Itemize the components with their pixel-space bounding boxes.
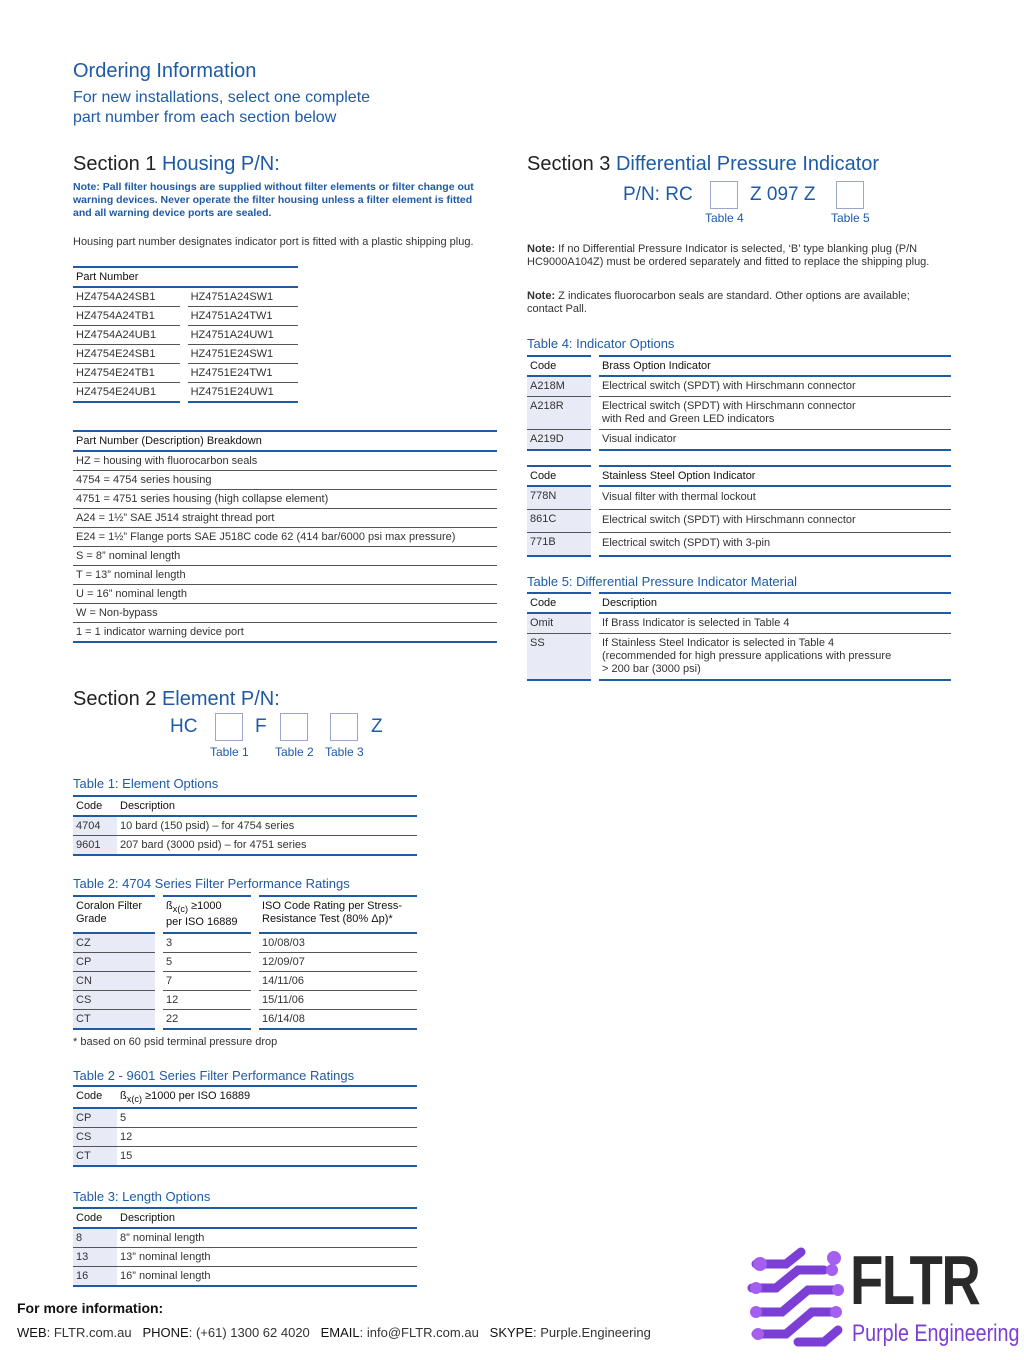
- indicator-pn-label-table4: Table 4: [705, 211, 744, 225]
- indicator-pn-label-table5: Table 5: [831, 211, 870, 225]
- length-description: 16” nominal length: [117, 1267, 417, 1287]
- material-code: SS: [527, 634, 591, 681]
- table4-ss-header-code: Code: [527, 466, 591, 486]
- filter-grade: CP: [73, 1108, 117, 1128]
- table-row: [73, 326, 298, 345]
- table-row: [73, 1147, 417, 1167]
- table3-title: Table 3: Length Options: [73, 1189, 211, 1204]
- table-row: [73, 471, 497, 490]
- indicator-pn-box-table5[interactable]: [836, 181, 864, 209]
- part-number-4751: HZ4751E24TW1: [188, 364, 298, 383]
- brass-indicator-description: Visual indicator: [599, 430, 951, 451]
- element-pn-label-table3: Table 3: [325, 745, 364, 759]
- breakdown-item: E24 = 1½” Flange ports SAE J518C code 62 (414 bar/6000 psi max pressure): [73, 528, 497, 547]
- iso-code-rating: 15/11/06: [259, 991, 417, 1010]
- brass-indicator-code: A218M: [527, 376, 591, 397]
- part-number-4754: HZ4754A24UB1: [73, 326, 180, 345]
- beta-rating: 5: [117, 1108, 417, 1128]
- brass-indicator-code: A218R: [527, 397, 591, 430]
- iso-code-rating: 16/14/08: [259, 1010, 417, 1030]
- filter-grade: CT: [73, 1010, 155, 1030]
- section3-label: Section 3: [527, 153, 611, 175]
- footer-web-label: WEB: [17, 1325, 47, 1340]
- element-description: 207 bard (3000 psid) – for 4751 series: [117, 836, 417, 856]
- ss-indicator-code: 778N: [527, 486, 591, 510]
- part-number-4751: HZ4751A24UW1: [188, 326, 298, 345]
- table3-header-description: Description: [117, 1208, 417, 1228]
- table2a-footnote: * based on 60 psid terminal pressure drop: [73, 1036, 278, 1048]
- table1-title: Table 1: Element Options: [73, 776, 219, 791]
- table2a-header-grade-line1: Coralon Filter: [76, 900, 143, 912]
- section3-heading: [527, 153, 879, 176]
- table-row: [73, 991, 417, 1010]
- material-description: If Stainless Steel Indicator is selected in Table 4 (recommended for high pressure applications with pressure > 200 bar (3000 psi): [599, 634, 951, 681]
- table-row: [527, 613, 951, 634]
- table2b-title: Table 2 - 9601 Series Filter Performance Ratings: [73, 1068, 355, 1083]
- table-row: [73, 953, 417, 972]
- filter-grade: CP: [73, 953, 155, 972]
- table-row: [73, 490, 497, 509]
- length-description: 13” nominal length: [117, 1248, 417, 1267]
- section2-label: Section 2: [73, 688, 157, 710]
- section3-note2-label: Note:: [527, 290, 556, 302]
- indicator-pn-middle: Z 097 Z: [750, 184, 816, 205]
- iso-code-rating: 10/08/03: [259, 933, 417, 953]
- table2a-header-beta: [163, 896, 251, 933]
- footer-contact-line: [17, 1325, 651, 1340]
- iso-code-rating: 14/11/06: [259, 972, 417, 991]
- table-row: [73, 566, 497, 585]
- length-code: 13: [73, 1248, 117, 1267]
- table2a-header-grade-line2: Grade: [76, 913, 107, 925]
- table-row: [73, 1108, 417, 1128]
- ss-indicator-code: 861C: [527, 510, 591, 533]
- table-row: [73, 585, 497, 604]
- breakdown-item: HZ = housing with fluorocarbon seals: [73, 451, 497, 471]
- brass-indicator-code: A219D: [527, 430, 591, 451]
- table3: [73, 1207, 417, 1287]
- table5-header-code: Code: [527, 593, 591, 613]
- table-row: [73, 1010, 417, 1030]
- indicator-pn-box-table4[interactable]: [710, 181, 738, 209]
- table2a: [73, 895, 417, 1030]
- table5-title: Table 5: Differential Pressure Indicator Material: [527, 574, 797, 589]
- table-row: [527, 376, 951, 397]
- table2b-beta-sub: x(c): [126, 1094, 142, 1105]
- table5: [527, 592, 951, 681]
- table-row: [527, 533, 951, 557]
- part-number-4754: HZ4754E24UB1: [73, 383, 180, 403]
- breakdown-item: W = Non-bypass: [73, 604, 497, 623]
- filter-grade: CZ: [73, 933, 155, 953]
- part-number-table: [73, 266, 298, 403]
- beta-rating: 3: [163, 933, 251, 953]
- table4-title: Table 4: Indicator Options: [527, 336, 675, 351]
- table2a-beta-sub: x(c): [172, 904, 188, 915]
- table-row: [527, 430, 951, 451]
- table2b-header-code: Code: [73, 1086, 117, 1108]
- table2a-beta-symbol: ß: [166, 900, 173, 912]
- part-number-header: Part Number: [73, 267, 298, 287]
- table4-stainless: [527, 465, 951, 557]
- section3-note2: [527, 290, 947, 316]
- fltr-logo-tagline: Purple Engineering: [852, 1320, 1020, 1347]
- fltr-logo-mark-icon: [746, 1244, 846, 1348]
- section1-label: Section 1: [73, 153, 157, 175]
- footer-email-link[interactable]: : info@FLTR.com.au: [359, 1325, 479, 1340]
- table-row: [73, 1267, 417, 1287]
- footer-skype[interactable]: : Purple.Engineering: [533, 1325, 651, 1340]
- table-row: [73, 528, 497, 547]
- page-subtitle-1: For new installations, select one complete: [73, 89, 371, 106]
- element-pn-box-table1[interactable]: [215, 713, 243, 741]
- table-row: [73, 1128, 417, 1147]
- table-row: [73, 451, 497, 471]
- table-row: [73, 972, 417, 991]
- ss-indicator-description: Electrical switch (SPDT) with 3-pin: [599, 533, 951, 557]
- ss-indicator-code: 771B: [527, 533, 591, 557]
- table2b-beta-value: ≥1000 per ISO 16889: [142, 1090, 251, 1102]
- ss-indicator-description: Visual filter with thermal lockout: [599, 486, 951, 510]
- section2-title: Element P/N:: [161, 688, 280, 710]
- fltr-logo: [746, 1241, 1020, 1354]
- length-code: 16: [73, 1267, 117, 1287]
- table2a-header-grade: [73, 896, 155, 933]
- page-subtitle-2: part number from each section below: [73, 109, 337, 126]
- section3-note1: [527, 243, 947, 269]
- table-row: [73, 1248, 417, 1267]
- beta-rating: 12: [117, 1128, 417, 1147]
- breakdown-table: [73, 430, 497, 643]
- breakdown-item: U = 16” nominal length: [73, 585, 497, 604]
- element-pn-box-table2[interactable]: [280, 713, 308, 741]
- table-row: [73, 509, 497, 528]
- table-row: [527, 486, 951, 510]
- element-pn-z: Z: [371, 716, 383, 737]
- table-row: [73, 383, 298, 403]
- table1-header-code: Code: [73, 796, 117, 816]
- table-row: [73, 933, 417, 953]
- breakdown-item: 1 = 1 indicator warning device port: [73, 623, 497, 643]
- table-row: [73, 345, 298, 364]
- element-pn-label-table1: Table 1: [210, 745, 249, 759]
- part-number-4751: HZ4751A24TW1: [188, 307, 298, 326]
- table2a-header-iso: [259, 896, 417, 933]
- table2a-iso-line1: ISO Code Rating per Stress-: [262, 900, 403, 912]
- filter-grade: CT: [73, 1147, 117, 1167]
- brass-indicator-description: Electrical switch (SPDT) with Hirschmann connector: [599, 376, 951, 397]
- element-code: 9601: [73, 836, 117, 856]
- table2a-title: Table 2: 4704 Series Filter Performance Ratings: [73, 876, 350, 891]
- indicator-pn-prefix: P/N: RC: [623, 184, 693, 205]
- part-number-4754: HZ4754E24SB1: [73, 345, 180, 364]
- table-row: [527, 397, 951, 430]
- footer-skype-label: SKYPE: [489, 1325, 534, 1340]
- table2b-beta-symbol: ß: [120, 1090, 127, 1102]
- section1-note: Note: Pall filter housings are supplied without filter elements or filter change out warning devices. Never operate the filter housing unless a filter element is fitted and all warning device ports are sealed.: [73, 181, 474, 219]
- beta-rating: 12: [163, 991, 251, 1010]
- table5-header-description: Description: [599, 593, 951, 613]
- table1-header-description: Description: [117, 796, 417, 816]
- length-description: 8” nominal length: [117, 1228, 417, 1248]
- footer-phone[interactable]: : (+61) 1300 62 4020: [188, 1325, 310, 1340]
- breakdown-item: A24 = 1½” SAE J514 straight thread port: [73, 509, 497, 528]
- part-number-4751: HZ4751E24UW1: [188, 383, 298, 403]
- table-row: [73, 364, 298, 383]
- section1-title: Housing P/N:: [161, 153, 280, 175]
- element-pn-f: F: [255, 716, 267, 737]
- section2-heading: [73, 688, 280, 711]
- breakdown-item: S = 8” nominal length: [73, 547, 497, 566]
- footer-email-label: EMAIL: [320, 1325, 360, 1340]
- length-code: 8: [73, 1228, 117, 1248]
- filter-grade: CN: [73, 972, 155, 991]
- table4-ss-header-description: Stainless Steel Option Indicator: [599, 466, 951, 486]
- table4-brass-header-description: Brass Option Indicator: [599, 356, 951, 376]
- fltr-logo-wordmark: FLTR: [850, 1241, 980, 1319]
- table-row: [527, 634, 951, 681]
- beta-rating: 7: [163, 972, 251, 991]
- table4-brass-header-code: Code: [527, 356, 591, 376]
- element-description: 10 bard (150 psid) – for 4754 series: [117, 816, 417, 836]
- section1-info: Housing part number designates indicator port is fitted with a plastic shipping plug.: [73, 236, 474, 248]
- footer-web-link[interactable]: : FLTR.com.au: [46, 1325, 132, 1340]
- iso-code-rating: 12/09/07: [259, 953, 417, 972]
- part-number-4754: HZ4754E24TB1: [73, 364, 180, 383]
- section1-heading: [73, 153, 280, 176]
- table-row: [73, 816, 417, 836]
- table-row: [73, 604, 497, 623]
- beta-rating: 5: [163, 953, 251, 972]
- section3-note1-text: If no Differential Pressure Indicator is selected, ‘B’ type blanking plug (P/N HC9000A104Z) must be ordered separately and fitted to replace the shipping plug.: [527, 243, 930, 268]
- table-row: [73, 1228, 417, 1248]
- filter-grade: CS: [73, 991, 155, 1010]
- table2b: [73, 1085, 417, 1167]
- breakdown-item: 4751 = 4751 series housing (high collapse element): [73, 490, 497, 509]
- section3-title: Differential Pressure Indicator: [615, 153, 880, 175]
- table2a-iso-line2: Resistance Test (80% Δp)*: [262, 913, 393, 925]
- part-number-4754: HZ4754A24SB1: [73, 287, 180, 307]
- table3-header-code: Code: [73, 1208, 117, 1228]
- breakdown-item: T = 13” nominal length: [73, 566, 497, 585]
- element-pn-box-table3[interactable]: [330, 713, 358, 741]
- table-row: [73, 623, 497, 643]
- breakdown-header: Part Number (Description) Breakdown: [73, 431, 497, 451]
- part-number-4751: HZ4751A24SW1: [188, 287, 298, 307]
- beta-rating: 15: [117, 1147, 417, 1167]
- table-row: [73, 547, 497, 566]
- ss-indicator-description: Electrical switch (SPDT) with Hirschmann connector: [599, 510, 951, 533]
- element-pn-label-table2: Table 2: [275, 745, 314, 759]
- table2a-beta-value: ≥1000: [188, 900, 222, 912]
- element-pn-hc: HC: [170, 716, 198, 737]
- table-row: [73, 836, 417, 856]
- table2a-beta-standard: per ISO 16889: [166, 916, 238, 929]
- breakdown-item: 4754 = 4754 series housing: [73, 471, 497, 490]
- table-row: [73, 287, 298, 307]
- table-row: [527, 510, 951, 533]
- footer-title: For more information:: [17, 1300, 164, 1316]
- table4-brass: [527, 355, 951, 451]
- material-code: Omit: [527, 613, 591, 634]
- brass-indicator-description: Electrical switch (SPDT) with Hirschmann connector with Red and Green LED indicators: [599, 397, 951, 430]
- section3-note1-label: Note:: [527, 243, 556, 255]
- footer-phone-label: PHONE: [142, 1325, 189, 1340]
- table1: [73, 795, 417, 856]
- part-number-4754: HZ4754A24TB1: [73, 307, 180, 326]
- part-number-4751: HZ4751E24SW1: [188, 345, 298, 364]
- element-code: 4704: [73, 816, 117, 836]
- beta-rating: 22: [163, 1010, 251, 1030]
- section3-note2-text: Z indicates fluorocarbon seals are standard. Other options are available; contact Pall.: [527, 290, 910, 315]
- filter-grade: CS: [73, 1128, 117, 1147]
- table2b-header-beta: [117, 1086, 417, 1108]
- material-description: If Brass Indicator is selected in Table 4: [599, 613, 951, 634]
- table-row: [73, 307, 298, 326]
- page-title: Ordering Information: [73, 60, 257, 82]
